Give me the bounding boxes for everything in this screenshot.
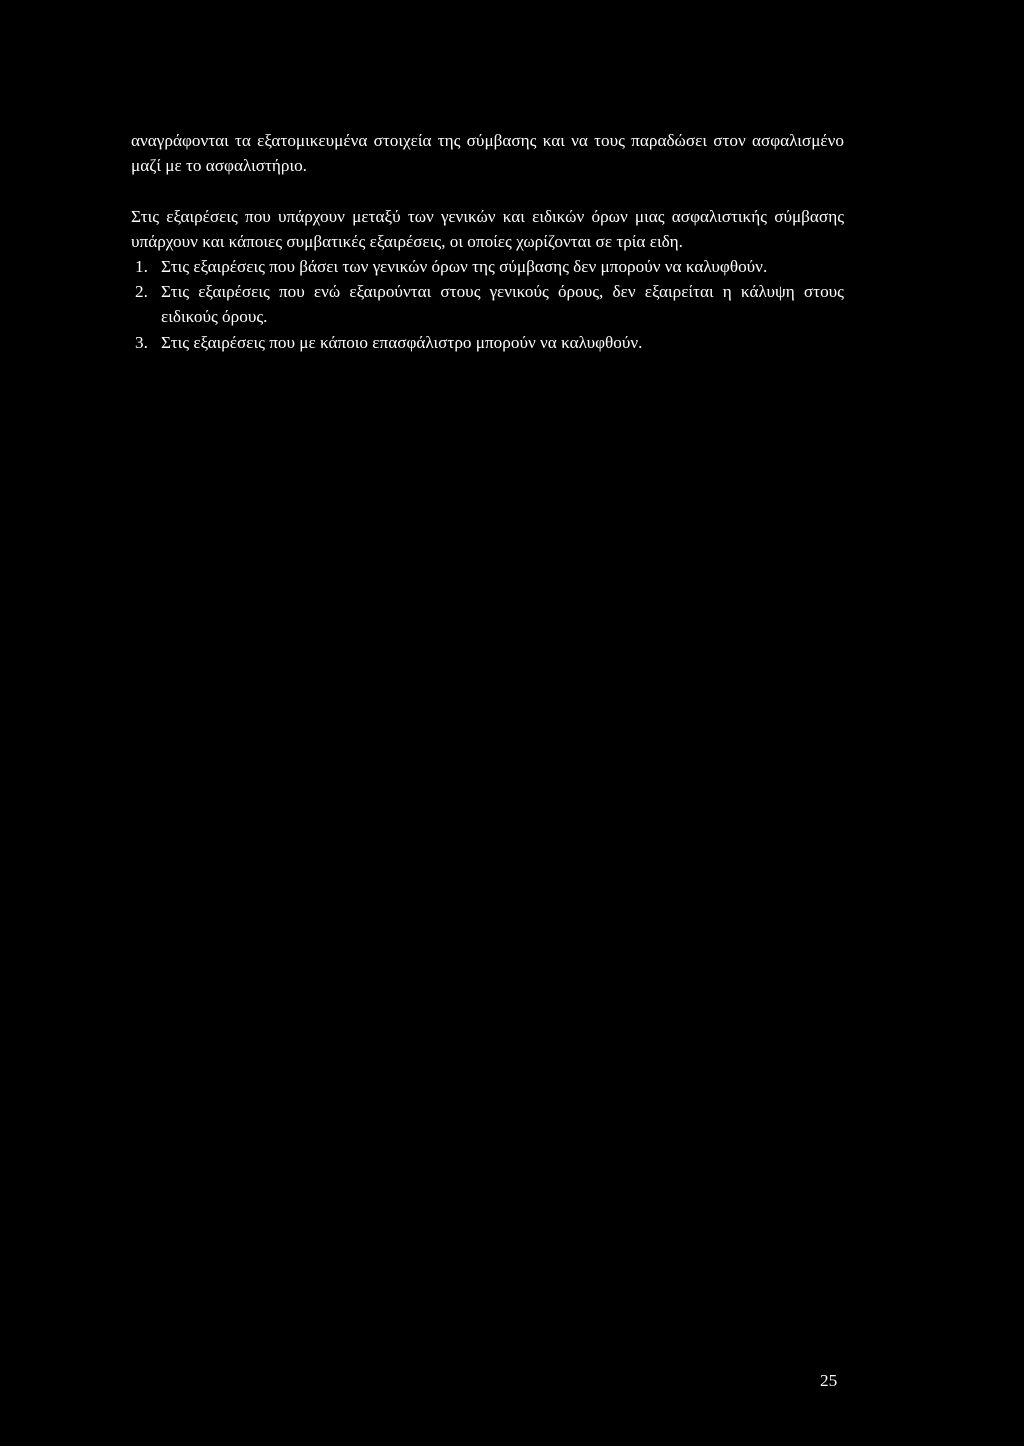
list-item: [131, 330, 844, 355]
paragraph-exceptions-intro: Στις εξαιρέσεις που υπάρχουν μεταξύ των γενικών και ειδικών όρων μιας ασφαλιστικής σύμβασης υπάρχουν και κάποιες συμβατικές εξαιρέσεις, οι οποίες χωρίζονται σε τρία ειδη.: [131, 206, 844, 251]
document-body: [131, 128, 844, 355]
page-number: 25: [820, 1371, 838, 1390]
list-item: [131, 254, 844, 279]
list-item-text: Στις εξαιρέσεις που ενώ εξαιρούνται στους γενικούς όρους, δεν εξαιρείται η κάλυψη στους ειδικούς όρους.: [161, 282, 844, 327]
list-item: [131, 279, 844, 329]
list-item-number: 2.: [135, 282, 148, 302]
paragraph-continuation: αναγράφονται τα εξατομικευμένα στοιχεία της σύμβασης και να τους παραδώσει στον ασφαλισμένο μαζί με το ασφαλιστήριο.: [131, 131, 844, 176]
list-item-text: Στις εξαιρέσεις που βάσει των γενικών όρων της σύμβασης δεν μπορούν να καλυφθούν.: [161, 257, 768, 276]
list-item-text: Στις εξαιρέσεις που με κάποιο επασφάλιστρο μπορούν να καλυφθούν.: [161, 332, 643, 352]
exceptions-list: [131, 254, 844, 355]
list-item-number: 1.: [135, 257, 148, 276]
list-item-number: 3.: [135, 332, 148, 352]
